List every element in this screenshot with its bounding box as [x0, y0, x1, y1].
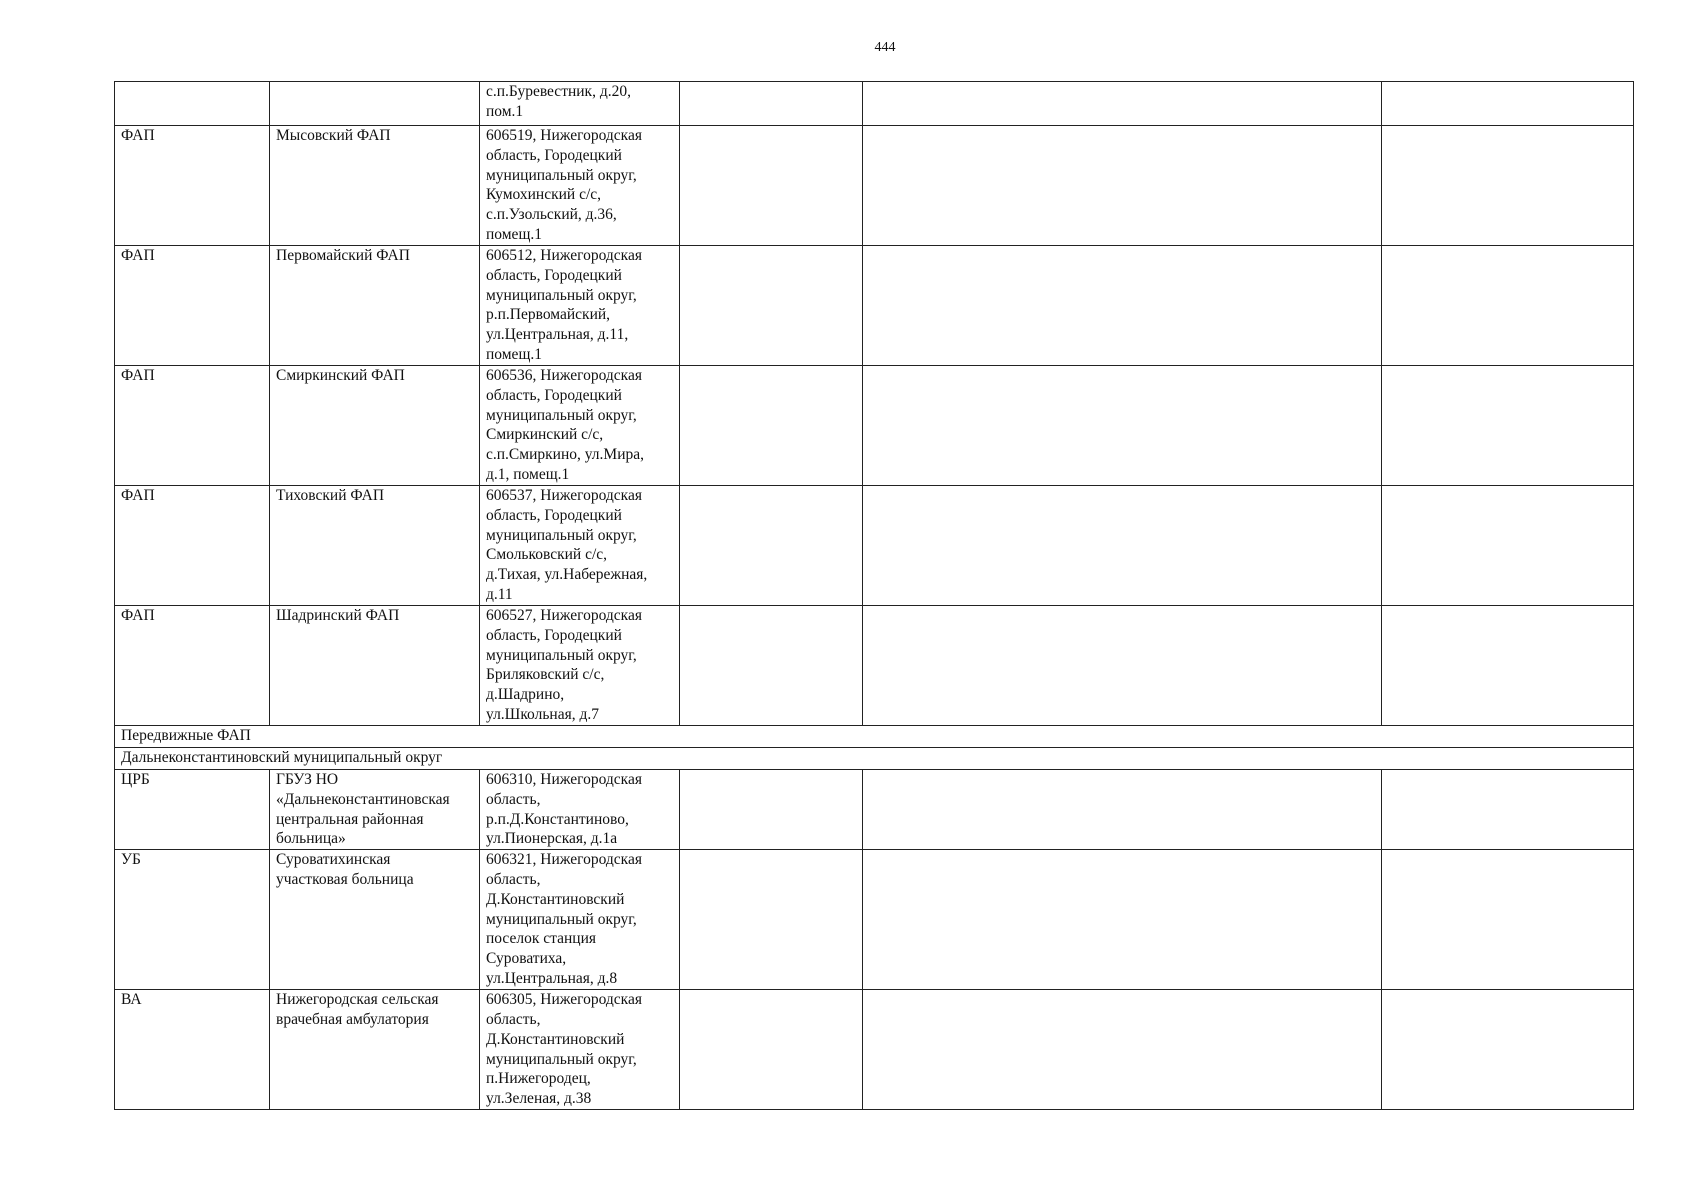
facility-name-cell: Тиховский ФАП [270, 486, 480, 606]
table-row [115, 126, 1634, 246]
table-row [115, 770, 1634, 850]
table-row [115, 606, 1634, 726]
table-row [115, 82, 1634, 126]
empty-cell [1382, 770, 1634, 850]
facility-type-cell [115, 82, 270, 126]
empty-cell [1382, 82, 1634, 126]
facility-type-cell: ФАП [115, 246, 270, 366]
facility-name-cell: Мысовский ФАП [270, 126, 480, 246]
empty-cell [1382, 606, 1634, 726]
facility-address-cell: 606512, Нижегородская область, Городецкий муниципальный округ, р.п.Первомайский, ул.Центральная, д.11, помещ.1 [480, 246, 680, 366]
empty-cell [863, 246, 1382, 366]
facility-name-cell: Суроватихинская участковая больница [270, 850, 480, 990]
facility-address-cell: 606310, Нижегородская область, р.п.Д.Константиново, ул.Пионерская, д.1а [480, 770, 680, 850]
empty-cell [863, 126, 1382, 246]
empty-cell [680, 82, 863, 126]
empty-cell [863, 486, 1382, 606]
empty-cell [863, 990, 1382, 1110]
table-row [115, 366, 1634, 486]
empty-cell [1382, 366, 1634, 486]
table-row [115, 990, 1634, 1110]
empty-cell [863, 770, 1382, 850]
facility-address-cell: 606305, Нижегородская область, Д.Константиновский муниципальный округ, п.Нижегородец, ул.Зеленая, д.38 [480, 990, 680, 1110]
facility-type-cell: ФАП [115, 606, 270, 726]
table-row [115, 246, 1634, 366]
empty-cell [680, 366, 863, 486]
empty-cell [1382, 246, 1634, 366]
empty-cell [680, 770, 863, 850]
empty-cell [863, 606, 1382, 726]
table-body [115, 82, 1634, 1110]
facility-address-cell: с.п.Буревестник, д.20, пом.1 [480, 82, 680, 126]
facility-address-cell: 606519, Нижегородская область, Городецкий муниципальный округ, Кумохинский с/с, с.п.Узольский, д.36, помещ.1 [480, 126, 680, 246]
table-row [115, 748, 1634, 770]
empty-cell [863, 366, 1382, 486]
facility-type-cell: ФАП [115, 126, 270, 246]
facility-address-cell: 606536, Нижегородская область, Городецкий муниципальный округ, Смиркинский с/с, с.п.Смиркино, ул.Мира, д.1, помещ.1 [480, 366, 680, 486]
facility-name-cell: Шадринский ФАП [270, 606, 480, 726]
facility-name-cell: Смиркинский ФАП [270, 366, 480, 486]
empty-cell [680, 486, 863, 606]
section-header-cell: Передвижные ФАП [115, 726, 1634, 748]
facilities-table [114, 81, 1634, 1110]
empty-cell [1382, 486, 1634, 606]
facility-name-cell [270, 82, 480, 126]
section-header-cell: Дальнеконстантиновский муниципальный округ [115, 748, 1634, 770]
facility-address-cell: 606537, Нижегородская область, Городецкий муниципальный округ, Смольковский с/с, д.Тихая, ул.Набережная, д.11 [480, 486, 680, 606]
empty-cell [680, 990, 863, 1110]
table-row [115, 486, 1634, 606]
table-row [115, 850, 1634, 990]
empty-cell [863, 850, 1382, 990]
facility-type-cell: ВА [115, 990, 270, 1110]
facility-address-cell: 606321, Нижегородская область, Д.Константиновский муниципальный округ, поселок станция Суроватиха, ул.Центральная, д.8 [480, 850, 680, 990]
empty-cell [1382, 126, 1634, 246]
facility-type-cell: УБ [115, 850, 270, 990]
facility-name-cell: Нижегородская сельская врачебная амбулатория [270, 990, 480, 1110]
empty-cell [863, 82, 1382, 126]
page-number: 444 [874, 40, 896, 55]
empty-cell [1382, 990, 1634, 1110]
facility-name-cell: Первомайский ФАП [270, 246, 480, 366]
table-row [115, 726, 1634, 748]
empty-cell [680, 606, 863, 726]
facility-name-cell: ГБУЗ НО «Дальнеконстантиновская центральная районная больница» [270, 770, 480, 850]
empty-cell [680, 126, 863, 246]
facility-type-cell: ЦРБ [115, 770, 270, 850]
empty-cell [1382, 850, 1634, 990]
facility-type-cell: ФАП [115, 486, 270, 606]
facility-type-cell: ФАП [115, 366, 270, 486]
empty-cell [680, 850, 863, 990]
empty-cell [680, 246, 863, 366]
facility-address-cell: 606527, Нижегородская область, Городецкий муниципальный округ, Бриляковский с/с, д.Шадрино, ул.Школьная, д.7 [480, 606, 680, 726]
